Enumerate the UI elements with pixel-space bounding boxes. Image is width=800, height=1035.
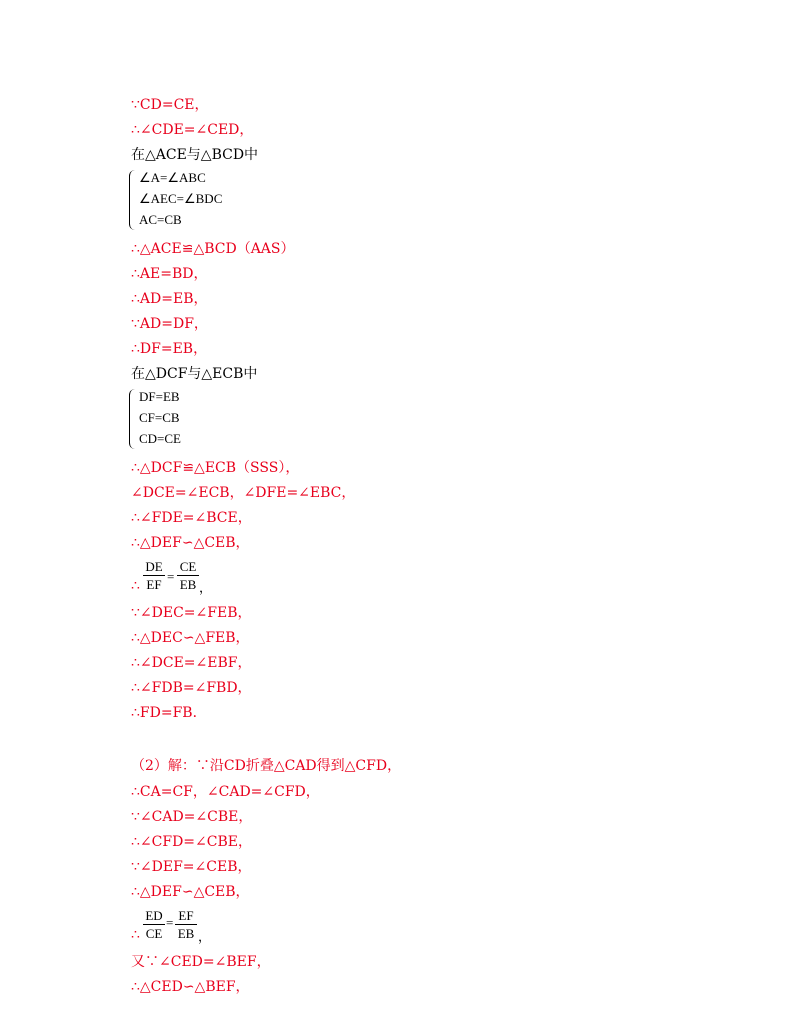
condition-line: DF=EB <box>139 389 180 404</box>
equals-sign: = <box>166 915 174 930</box>
fraction-right <box>177 559 199 592</box>
numerator: EF <box>178 908 194 923</box>
proof-line: ∠DCE=∠ECB，∠DFE=∠EBC， <box>131 485 356 501</box>
therefore-symbol: ∴ <box>131 927 140 943</box>
equals-sign: = <box>167 569 175 584</box>
fraction-right <box>175 908 197 941</box>
proof-line: ∴∠DCE=∠EBF， <box>131 655 252 671</box>
proof-line: ∴AD=EB， <box>131 291 208 307</box>
fraction-bar <box>143 924 165 925</box>
numerator: ED <box>145 908 163 923</box>
proof-line: ∴△DCF≌△ECB（SSS）， <box>131 460 300 476</box>
therefore-symbol: ∴ <box>131 578 140 594</box>
denominator: CE <box>145 926 163 941</box>
fraction-bar <box>143 575 165 576</box>
proof-line: （2）解：∵沿CD折叠△CAD得到△CFD， <box>131 758 402 774</box>
condition-line: ∠AEC=∠BDC <box>139 191 223 206</box>
proof-line: ∴△DEC∽△FEB， <box>131 630 250 646</box>
numerator: CE <box>179 559 197 574</box>
proof-line: 又∵∠CED=∠BEF， <box>131 954 271 970</box>
proof-line: ∴AE=BD， <box>131 266 208 282</box>
proof-line: ∵AD=DF， <box>131 316 208 332</box>
comma: ， <box>199 580 213 595</box>
proof-line: ∵CD=CE， <box>131 97 209 113</box>
proof-line: ∴∠FDB=∠FBD， <box>131 680 252 696</box>
denominator: EF <box>146 577 162 592</box>
condition-line: AC=CB <box>139 212 182 227</box>
condition-line: ∠A=∠ABC <box>139 170 206 185</box>
left-brace <box>129 389 136 449</box>
proof-line: ∴∠CFD=∠CBE， <box>131 834 252 850</box>
proof-line: ∴△ACE≌△BCD（AAS） <box>131 241 295 257</box>
proof-line: ∴FD=FB． <box>131 705 207 721</box>
condition-line: CF=CB <box>139 410 180 425</box>
fraction-bar <box>177 575 199 576</box>
proof-line: ∴△DEF∽△CEB， <box>131 535 250 551</box>
condition-line: CD=CE <box>139 431 182 446</box>
fraction-left <box>143 559 165 592</box>
proof-line: ∴CA=CF，∠CAD=∠CFD， <box>131 784 320 800</box>
fraction-left <box>143 908 165 941</box>
denominator: EB <box>177 926 195 941</box>
proof-line: ∵∠CAD=∠CBE， <box>131 809 253 825</box>
left-brace <box>129 170 136 230</box>
proof-line: ∵∠DEF=∠CEB， <box>131 859 252 875</box>
denominator: EB <box>179 577 197 592</box>
proof-line: ∴DF=EB， <box>131 341 208 357</box>
proof-line: ∴∠CDE=∠CED， <box>131 122 254 138</box>
proof-line: ∵∠DEC=∠FEB， <box>131 605 252 621</box>
proof-line: 在△ACE与△BCD中 <box>131 147 259 163</box>
proof-line: 在△DCF与△ECB中 <box>131 366 258 382</box>
comma: ， <box>198 929 212 944</box>
numerator: DE <box>145 559 163 574</box>
proof-line: ∴∠FDE=∠BCE， <box>131 510 252 526</box>
proof-line: ∴△CED∽△BEF， <box>131 979 250 995</box>
fraction-bar <box>175 924 197 925</box>
proof-line: ∴△DEF∽△CEB， <box>131 884 250 900</box>
